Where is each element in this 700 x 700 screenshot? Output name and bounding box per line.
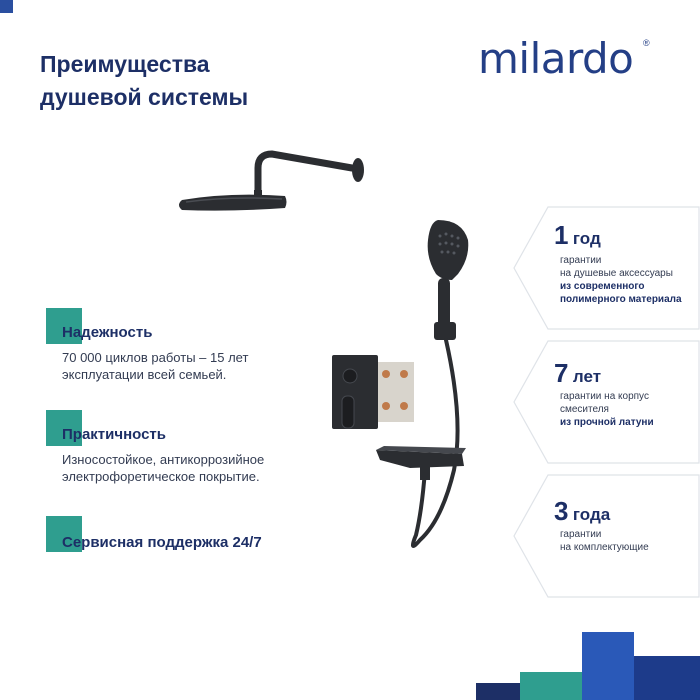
feature-title-practicality: Практичность bbox=[62, 426, 167, 443]
brand-logo: milardo bbox=[478, 34, 634, 83]
feature-text-line: 70 000 циклов работы – 15 лет bbox=[62, 350, 249, 365]
corner-decoration-navy bbox=[476, 683, 520, 700]
warranty-heading bbox=[554, 496, 610, 527]
feature-title-service: Сервисная поддержка 24/7 bbox=[62, 534, 262, 551]
warranty-card-3-years bbox=[508, 474, 700, 598]
warranty-text-line: гарантии bbox=[560, 529, 602, 540]
feature-title-reliability: Надежность bbox=[62, 324, 153, 341]
warranty-text-line: из прочной латуни bbox=[560, 417, 654, 428]
shower-hose bbox=[413, 340, 458, 546]
warranty-unit: года bbox=[572, 505, 611, 524]
registered-mark: ® bbox=[643, 38, 650, 48]
page-title-line-2: душевой системы bbox=[40, 84, 249, 110]
warranty-text-line: из современного bbox=[560, 281, 645, 292]
corner-decoration-dark-blue bbox=[634, 656, 700, 700]
shower-system-illustration bbox=[170, 140, 490, 580]
warranty-number: 1 bbox=[554, 220, 569, 250]
warranty-card-1-year bbox=[508, 206, 700, 330]
mixer-valve-icon bbox=[332, 355, 414, 429]
warranty-text-line: смесителя bbox=[560, 404, 609, 415]
corner-decoration-blue bbox=[582, 632, 634, 700]
warranty-heading bbox=[554, 220, 601, 251]
page-title-line-1: Преимущества bbox=[40, 51, 210, 77]
page-title bbox=[40, 48, 340, 114]
warranty-text-line: гарантии bbox=[560, 255, 602, 266]
corner-decoration-top-left bbox=[0, 0, 13, 13]
warranty-text-line: на комплектующие bbox=[560, 542, 649, 553]
feature-text-line: Износостойкое, антикоррозийное bbox=[62, 452, 265, 467]
feature-text-line: электрофоретическое покрытие. bbox=[62, 469, 260, 484]
warranty-card-7-years bbox=[508, 340, 700, 464]
overhead-shower-icon bbox=[179, 154, 364, 211]
warranty-text-line: гарантии на корпус bbox=[560, 391, 649, 402]
warranty-number: 7 bbox=[554, 358, 569, 388]
feature-text-line: эксплуатации всей семьей. bbox=[62, 367, 227, 382]
corner-decoration-teal bbox=[520, 672, 582, 700]
warranty-number: 3 bbox=[554, 496, 569, 526]
warranty-description bbox=[560, 528, 700, 554]
warranty-unit: лет bbox=[572, 367, 602, 386]
warranty-heading bbox=[554, 358, 601, 389]
warranty-text-line: на душевые аксессуары bbox=[560, 268, 673, 279]
warranty-unit: год bbox=[572, 229, 601, 248]
warranty-description bbox=[560, 254, 700, 306]
hand-shower-icon bbox=[428, 220, 469, 340]
warranty-text-line: полимерного материала bbox=[560, 294, 682, 305]
warranty-description bbox=[560, 390, 700, 429]
